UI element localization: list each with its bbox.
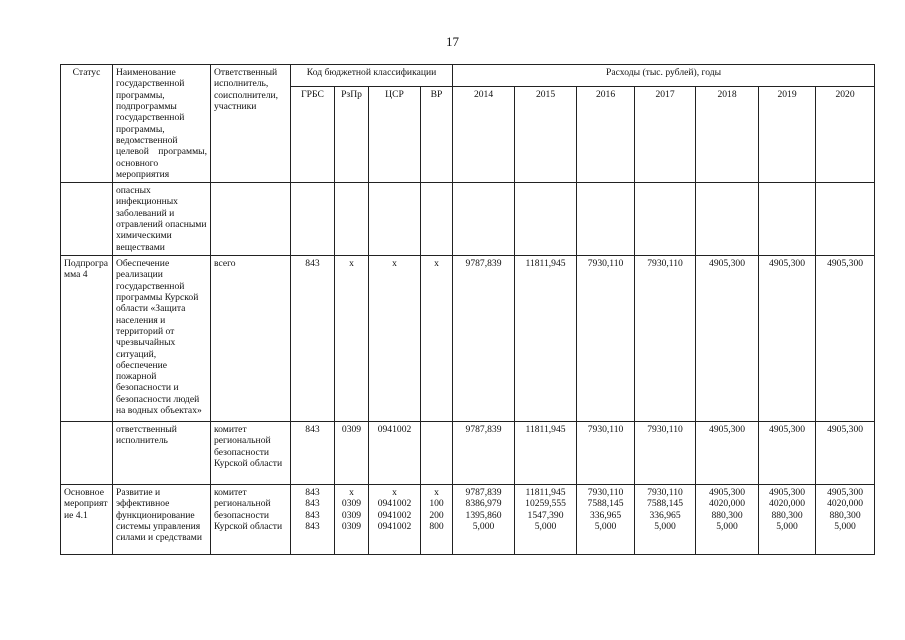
cell-value: х — [392, 258, 397, 269]
cell-vr — [421, 485, 453, 555]
header-grbs: ГРБС — [291, 87, 335, 183]
header-executor: Ответственный исполнитель, соисполнители, участники — [211, 65, 291, 183]
cell-expense — [696, 485, 759, 555]
cell-value: 0309 — [341, 424, 362, 435]
cell-vr — [421, 422, 453, 485]
cell-value: 11811,945 — [525, 424, 566, 435]
cell-vr — [421, 256, 453, 422]
header-row-1 — [61, 65, 875, 87]
cell-value: 4905,300 — [709, 424, 746, 435]
cell-value: 4905,300 — [769, 487, 806, 498]
cell-value: 0941002 — [377, 424, 412, 435]
cell-csr — [369, 422, 421, 485]
cell-value: 4905,300 — [769, 258, 806, 269]
header-year: 2019 — [759, 87, 816, 183]
header-year: 2020 — [816, 87, 875, 183]
table-row — [61, 485, 875, 555]
cell-value: х — [349, 258, 354, 269]
cell-expense — [577, 256, 635, 422]
cell-value: 7930,110 — [587, 487, 624, 498]
cell-grbs — [291, 485, 335, 555]
cell-status: Подпрограмма 4 — [61, 256, 113, 422]
cell-expense — [635, 485, 696, 555]
cell-value: 100 — [429, 498, 444, 510]
cell-value: 843 — [305, 509, 320, 521]
cell-value: 4905,300 — [827, 487, 864, 498]
cell-expense — [515, 485, 577, 555]
cell-value: 9787,839 — [465, 258, 502, 269]
cell-expense — [759, 485, 816, 555]
cell-value: 7588,145 — [587, 498, 624, 510]
cell-value: 4905,300 — [769, 424, 806, 435]
cell-expense — [577, 183, 635, 256]
cell-value: 843 — [305, 520, 320, 532]
cell-value: 9787,839 — [465, 424, 502, 435]
cell-value: 5,000 — [534, 520, 557, 532]
cell-grbs — [291, 422, 335, 485]
cell-expense — [453, 422, 515, 485]
cell-vr — [421, 183, 453, 256]
table-row — [61, 422, 875, 485]
cell-executor: всего — [211, 256, 291, 422]
cell-csr — [369, 256, 421, 422]
cell-executor — [211, 183, 291, 256]
cell-expense — [696, 256, 759, 422]
cell-expense — [696, 183, 759, 256]
cell-value: 843 — [305, 487, 320, 498]
cell-name: Обеспечение реализации государственной программы Курской области «Защита населения и территорий от чрезвычайных ситуаций, обеспечение пожарной безопасности и безопасности людей на водных объектах» — [113, 256, 211, 422]
cell-value: 0941002 — [377, 509, 412, 521]
cell-name: ответственный исполнитель — [113, 422, 211, 485]
cell-expense — [453, 485, 515, 555]
cell-value: 336,965 — [589, 509, 622, 521]
header-name: Наименование государственной программы, подпрограммы государственной программы, ведомственной целевой программы, основного мероприятия — [113, 65, 211, 183]
header-year: 2017 — [635, 87, 696, 183]
cell-value: 11811,945 — [525, 258, 566, 269]
cell-executor: комитет региональной безопасности Курской области — [211, 485, 291, 555]
cell-value: 5,000 — [834, 520, 856, 532]
cell-expense — [453, 183, 515, 256]
cell-expense — [816, 485, 875, 555]
cell-value: 5,000 — [776, 520, 798, 532]
cell-expense — [816, 183, 875, 256]
cell-value: 0941002 — [377, 498, 412, 510]
cell-name: опасных инфекционных заболеваний и отравлений опасными химическими веществами — [113, 183, 211, 256]
cell-expense — [515, 183, 577, 256]
header-year: 2016 — [577, 87, 635, 183]
table-row — [61, 256, 875, 422]
cell-value: 200 — [429, 509, 444, 521]
cell-value: х — [392, 487, 397, 498]
cell-expense — [696, 422, 759, 485]
cell-expense — [759, 422, 816, 485]
cell-value: 5,000 — [594, 520, 617, 532]
cell-value: 880,300 — [829, 509, 861, 521]
header-budget-code: Код бюджетной классификации — [291, 65, 453, 87]
cell-value: 8386,979 — [465, 498, 502, 510]
cell-value: 843 — [305, 498, 320, 510]
cell-expense — [515, 422, 577, 485]
cell-expense — [816, 422, 875, 485]
budget-table — [60, 64, 875, 555]
cell-value: 843 — [305, 424, 320, 435]
cell-value: 0309 — [341, 520, 362, 532]
cell-value: 5,000 — [654, 520, 676, 532]
cell-value: х — [434, 258, 439, 269]
cell-grbs — [291, 183, 335, 256]
header-year: 2014 — [453, 87, 515, 183]
header-csr: ЦСР — [369, 87, 421, 183]
cell-value: 880,300 — [771, 509, 803, 521]
cell-value: 843 — [305, 258, 320, 269]
cell-csr — [369, 183, 421, 256]
table-body — [61, 183, 875, 555]
cell-status — [61, 183, 113, 256]
header-status: Статус — [61, 65, 113, 183]
cell-expense — [635, 256, 696, 422]
cell-expense — [453, 256, 515, 422]
cell-value: 11811,945 — [525, 487, 566, 498]
header-vr: ВР — [421, 87, 453, 183]
cell-executor: комитет региональной безопасности Курской области — [211, 422, 291, 485]
cell-value: 7588,145 — [647, 498, 684, 510]
cell-value: 9787,839 — [465, 487, 502, 498]
cell-value: х — [349, 487, 354, 498]
cell-value: 0309 — [341, 509, 362, 521]
cell-expense — [515, 256, 577, 422]
cell-value: 4020,000 — [769, 498, 806, 510]
cell-value: 10259,555 — [525, 498, 566, 510]
cell-expense — [759, 183, 816, 256]
cell-csr — [369, 485, 421, 555]
cell-value: 4020,000 — [709, 498, 746, 510]
cell-value: 0309 — [341, 498, 362, 510]
cell-value: 4905,300 — [709, 258, 746, 269]
cell-value: 336,965 — [649, 509, 681, 521]
header-rzpr: РзПр — [335, 87, 369, 183]
cell-name: Развитие и эффективное функционирование системы управления силами и средствами — [113, 485, 211, 555]
cell-value: 4905,300 — [827, 424, 864, 435]
cell-value: 800 — [429, 520, 444, 532]
cell-value: 4905,300 — [827, 258, 864, 269]
cell-expense — [816, 256, 875, 422]
cell-status — [61, 422, 113, 485]
cell-value: х — [434, 487, 439, 498]
cell-rzpr — [335, 256, 369, 422]
cell-value: 7930,110 — [587, 424, 624, 435]
header-year: 2015 — [515, 87, 577, 183]
cell-value: 0941002 — [377, 520, 412, 532]
cell-value: 1547,390 — [527, 509, 564, 521]
page-number: 17 — [446, 34, 459, 49]
cell-value: 880,300 — [711, 509, 743, 521]
cell-rzpr — [335, 183, 369, 256]
cell-value: 1395,860 — [465, 509, 502, 521]
cell-value: 7930,110 — [647, 424, 683, 435]
cell-expense — [635, 183, 696, 256]
cell-value: 7930,110 — [647, 258, 683, 269]
cell-value: 4020,000 — [827, 498, 864, 510]
cell-expense — [759, 256, 816, 422]
header-year: 2018 — [696, 87, 759, 183]
cell-value: 7930,110 — [647, 487, 683, 498]
cell-grbs — [291, 256, 335, 422]
cell-value: 5,000 — [716, 520, 738, 532]
cell-rzpr — [335, 422, 369, 485]
cell-value: 5,000 — [472, 520, 495, 532]
cell-status: Основное мероприятие 4.1 — [61, 485, 113, 555]
table-row — [61, 183, 875, 256]
cell-rzpr — [335, 485, 369, 555]
header-expenses: Расходы (тыс. рублей), годы — [453, 65, 875, 87]
cell-value: 7930,110 — [587, 258, 624, 269]
cell-expense — [577, 422, 635, 485]
cell-expense — [635, 422, 696, 485]
cell-value: 4905,300 — [709, 487, 746, 498]
cell-expense — [577, 485, 635, 555]
